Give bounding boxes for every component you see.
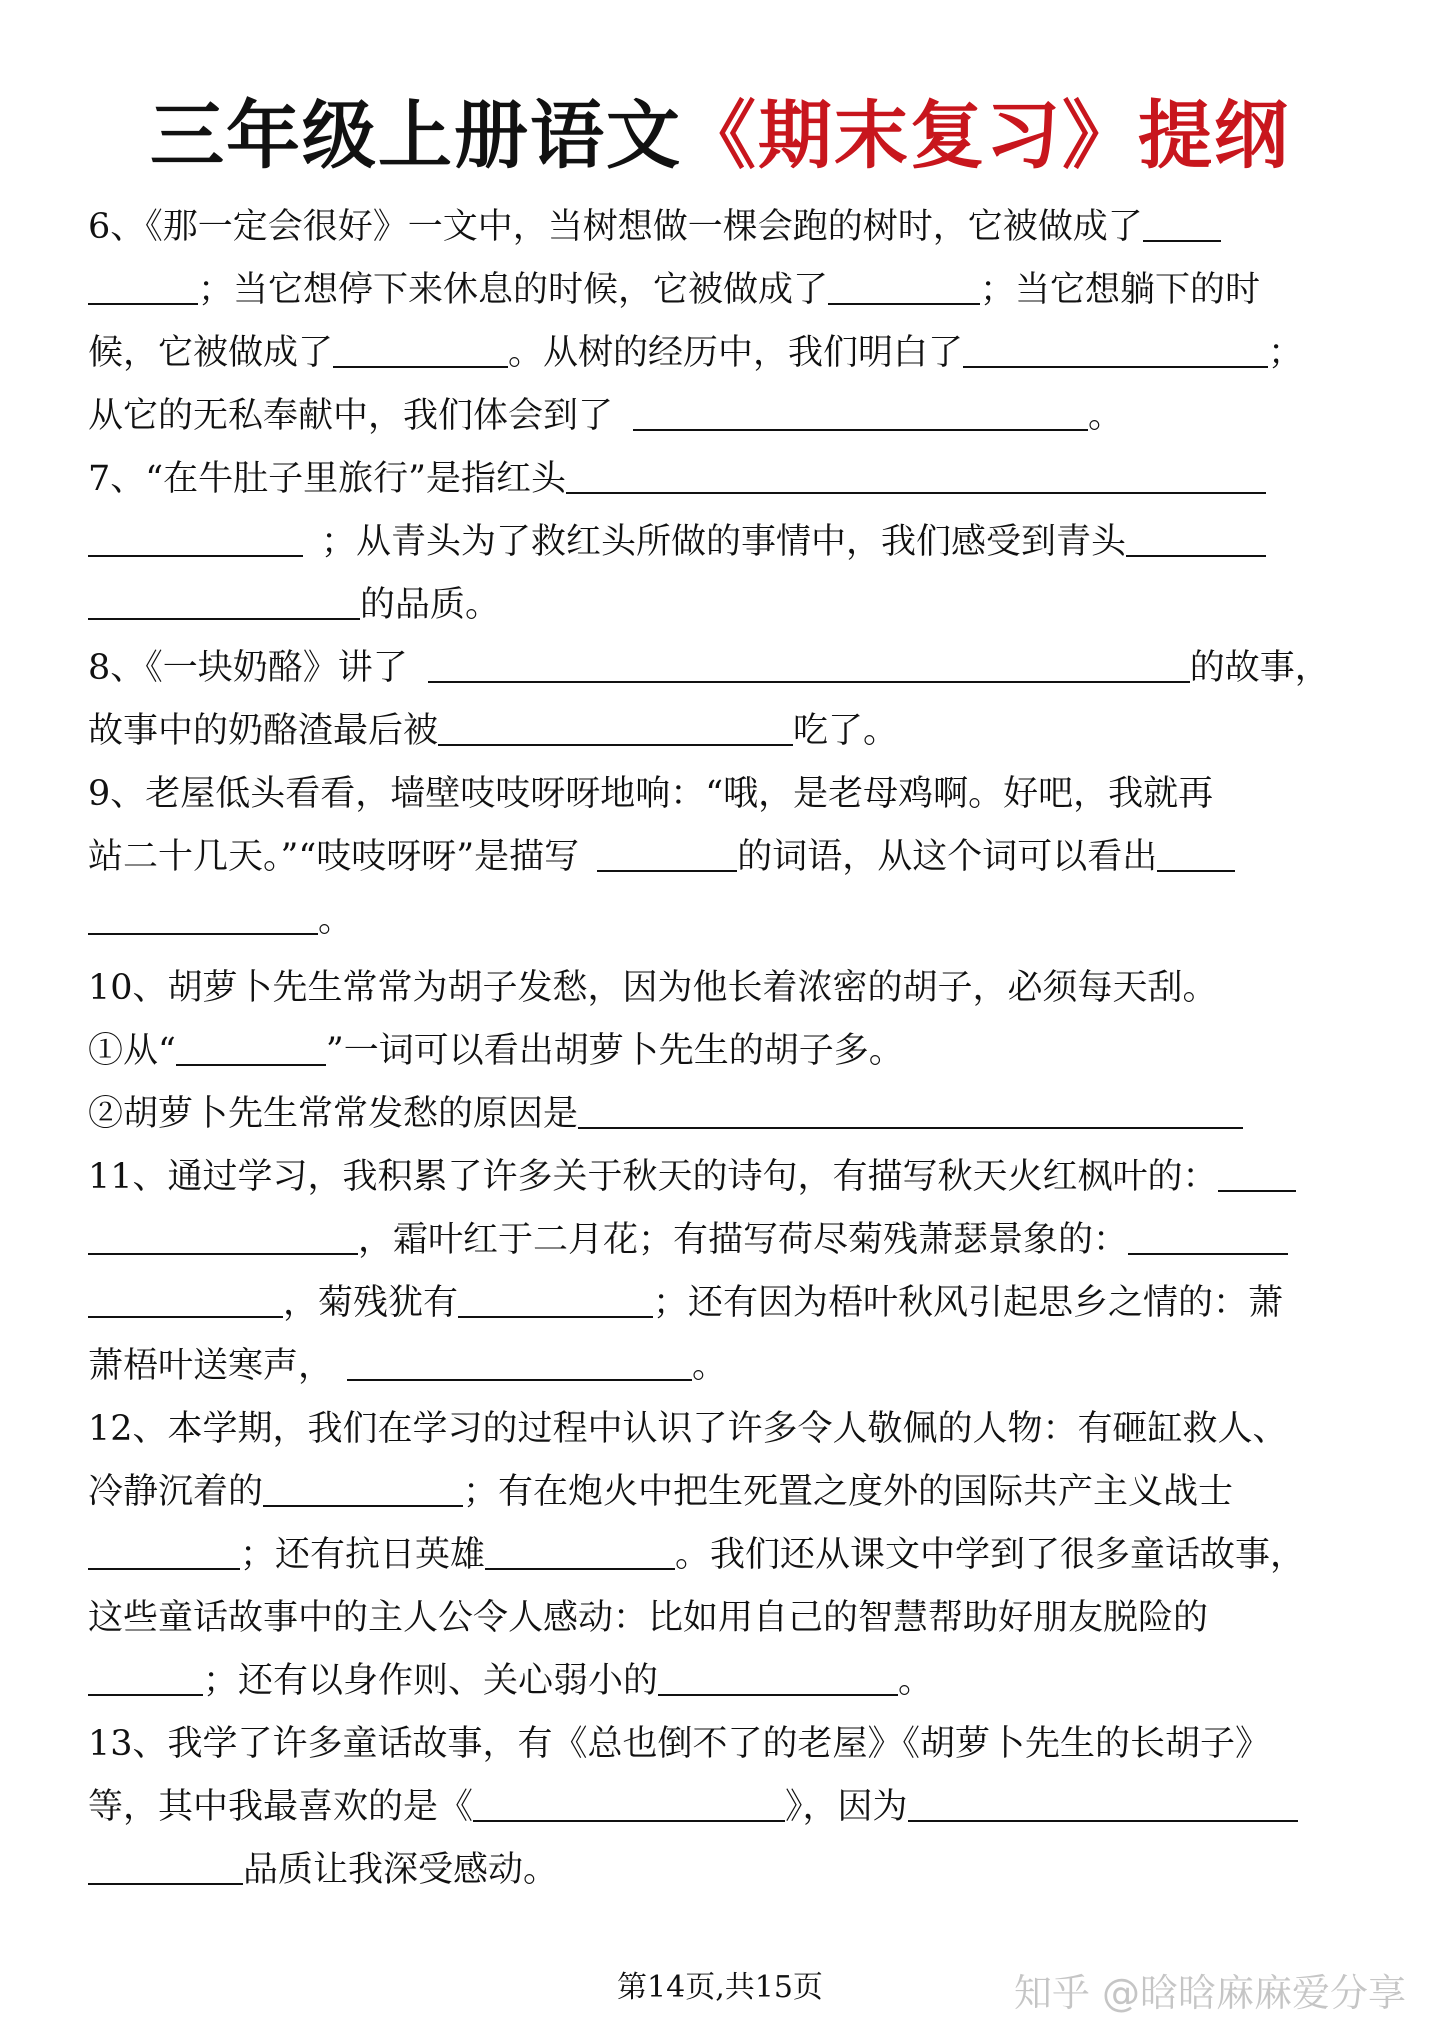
question-text: 10、胡萝卜先生常常为胡子发愁，因为他长着浓密的胡子，必须每天刮。 [88, 968, 1218, 1008]
question-text: ①从“ [88, 1031, 176, 1071]
question-line [88, 1398, 1358, 1461]
question-text: 。 [1088, 396, 1124, 436]
answer-blank[interactable] [578, 1090, 1243, 1129]
question-line [88, 385, 1358, 448]
answer-blank[interactable] [333, 329, 508, 368]
question-12 [88, 1398, 1358, 1713]
answer-blank[interactable] [566, 455, 1266, 494]
question-line [88, 826, 1358, 889]
answer-blank[interactable] [347, 1342, 692, 1381]
question-line [88, 1209, 1358, 1272]
page-number: 第14页,共15页 [617, 1970, 823, 2005]
answer-blank[interactable] [473, 1783, 785, 1822]
question-text: ；从青头为了救红头所做的事情中，我们感受到青头 [321, 522, 1127, 562]
answer-blank[interactable] [263, 1468, 463, 1507]
question-line [88, 448, 1358, 511]
answer-blank[interactable] [1128, 1216, 1288, 1255]
question-text: 吃了。 [793, 711, 899, 751]
answer-blank[interactable] [88, 518, 303, 557]
title-part-2: 《期末复习》 [682, 93, 1138, 179]
question-text: ；当它想停下来休息的时候，它被做成了 [198, 270, 829, 310]
answer-blank[interactable] [88, 581, 360, 620]
answer-blank[interactable] [1126, 518, 1266, 557]
answer-blank[interactable] [1157, 833, 1235, 872]
question-line [88, 1776, 1358, 1839]
question-11 [88, 1146, 1358, 1398]
answer-blank[interactable] [658, 1657, 898, 1696]
question-line [88, 1461, 1358, 1524]
title-part-1: 三年级上册语文 [150, 93, 682, 179]
answer-blank[interactable] [88, 1846, 243, 1885]
answer-blank[interactable] [428, 644, 1190, 683]
answer-blank[interactable] [1218, 1153, 1296, 1192]
question-text: 冷静沉着的 [88, 1472, 264, 1512]
question-text: 13、我学了许多童话故事，有《总也倒不了的老屋》《胡萝卜先生的长胡子》 [88, 1724, 1271, 1764]
question-line [88, 259, 1358, 322]
question-text: 故事中的奶酪渣最后被 [88, 711, 439, 751]
question-text: 从它的无私奉献中，我们体会到了 [88, 396, 614, 436]
question-line [88, 511, 1358, 574]
question-line [88, 1650, 1358, 1713]
watermark: 知乎 @晗晗麻麻爱分享 [1013, 1971, 1406, 2015]
question-line [88, 574, 1358, 637]
question-line [88, 322, 1358, 385]
question-line [88, 637, 1358, 700]
question-text: 这些童话故事中的主人公令人感动：比如用自己的智慧帮助好朋友脱险的 [88, 1598, 1209, 1638]
question-text: ；还有因为梧叶秋风引起思乡之情的：萧 [653, 1283, 1284, 1323]
question-text: 品质让我深受感动。 [243, 1850, 559, 1890]
question-text: 7、“在牛肚子里旅行”是指红头 [88, 459, 567, 499]
answer-blank[interactable] [963, 329, 1268, 368]
question-text: 8、《一块奶酪》讲了 [88, 648, 408, 688]
question-text: ”一词可以看出胡萝卜先生的胡子多。 [325, 1031, 904, 1071]
question-text: 。从树的经历中，我们明白了 [508, 333, 964, 373]
question-7 [88, 448, 1358, 637]
question-text: 11、通过学习，我积累了许多关于秋天的诗句，有描写秋天火红枫叶的： [88, 1157, 1218, 1197]
question-line [88, 1020, 1358, 1083]
question-text: ，菊残犹有 [283, 1283, 459, 1323]
question-text: 等，其中我最喜欢的是《 [88, 1787, 474, 1827]
title-part-3: 提纲 [1138, 93, 1290, 179]
answer-blank[interactable] [88, 266, 198, 305]
answer-blank[interactable] [88, 896, 318, 935]
question-line [88, 763, 1358, 826]
question-text: 。我们还从课文中学到了很多童话故事， [675, 1535, 1306, 1575]
question-text: 站二十几天。”“吱吱呀呀”是描写 [88, 837, 580, 877]
question-line [88, 196, 1358, 259]
answer-blank[interactable] [597, 833, 737, 872]
question-8 [88, 637, 1358, 763]
question-text: 。 [318, 900, 354, 940]
question-line [88, 889, 1358, 952]
question-text: ； [1268, 333, 1304, 373]
answer-blank[interactable] [438, 707, 793, 746]
answer-blank[interactable] [88, 1279, 283, 1318]
page-title [0, 88, 1440, 184]
answer-blank[interactable] [88, 1216, 358, 1255]
question-text: 的故事， [1189, 648, 1330, 688]
answer-blank[interactable] [633, 392, 1088, 431]
question-text: ；当它想躺下的时 [980, 270, 1261, 310]
question-13 [88, 1713, 1358, 1902]
answer-blank[interactable] [88, 1657, 203, 1696]
answer-blank[interactable] [88, 1531, 240, 1570]
question-line [88, 1839, 1358, 1902]
question-line [88, 1335, 1358, 1398]
answer-blank[interactable] [908, 1783, 1298, 1822]
question-text: 6、《那一定会很好》一文中，当树想做一棵会跑的树时，它被做成了 [88, 207, 1143, 247]
question-6 [88, 196, 1358, 448]
question-line [88, 1146, 1358, 1209]
answer-blank[interactable] [485, 1531, 675, 1570]
question-9 [88, 763, 1358, 952]
question-text: 候，它被做成了 [88, 333, 334, 373]
question-text: 12、本学期，我们在学习的过程中认识了许多令人敬佩的人物：有砸缸救人、 [88, 1409, 1288, 1449]
question-text: ；还有抗日英雄 [240, 1535, 486, 1575]
question-text: 。 [898, 1661, 934, 1701]
question-line [88, 1713, 1358, 1776]
question-line [88, 1587, 1358, 1650]
question-text: ，霜叶红于二月花；有描写荷尽菊残萧瑟景象的： [358, 1220, 1129, 1260]
question-text: ②胡萝卜先生常常发愁的原因是 [88, 1094, 579, 1134]
question-line [88, 700, 1358, 763]
question-text: ；有在炮火中把生死置之度外的国际共产主义战士 [463, 1472, 1234, 1512]
question-line [88, 1083, 1358, 1146]
question-text: 》，因为 [785, 1787, 908, 1827]
question-10 [88, 957, 1358, 1146]
question-line [88, 1272, 1358, 1335]
question-line [88, 1524, 1358, 1587]
question-line [88, 957, 1358, 1020]
question-text: 的品质。 [360, 585, 501, 625]
question-text: 。 [692, 1346, 728, 1386]
answer-blank[interactable] [1143, 203, 1221, 242]
question-text: 的词语，从这个词可以看出 [737, 837, 1158, 877]
answer-blank[interactable] [176, 1027, 326, 1066]
question-text: 9、老屋低头看看，墙壁吱吱呀呀地响：“哦，是老母鸡啊。好吧，我就再 [88, 774, 1214, 814]
worksheet-body [88, 196, 1358, 1902]
answer-blank[interactable] [828, 266, 980, 305]
question-text: 萧梧叶送寒声， [88, 1346, 334, 1386]
question-text: ；还有以身作则、关心弱小的 [203, 1661, 659, 1701]
answer-blank[interactable] [458, 1279, 653, 1318]
